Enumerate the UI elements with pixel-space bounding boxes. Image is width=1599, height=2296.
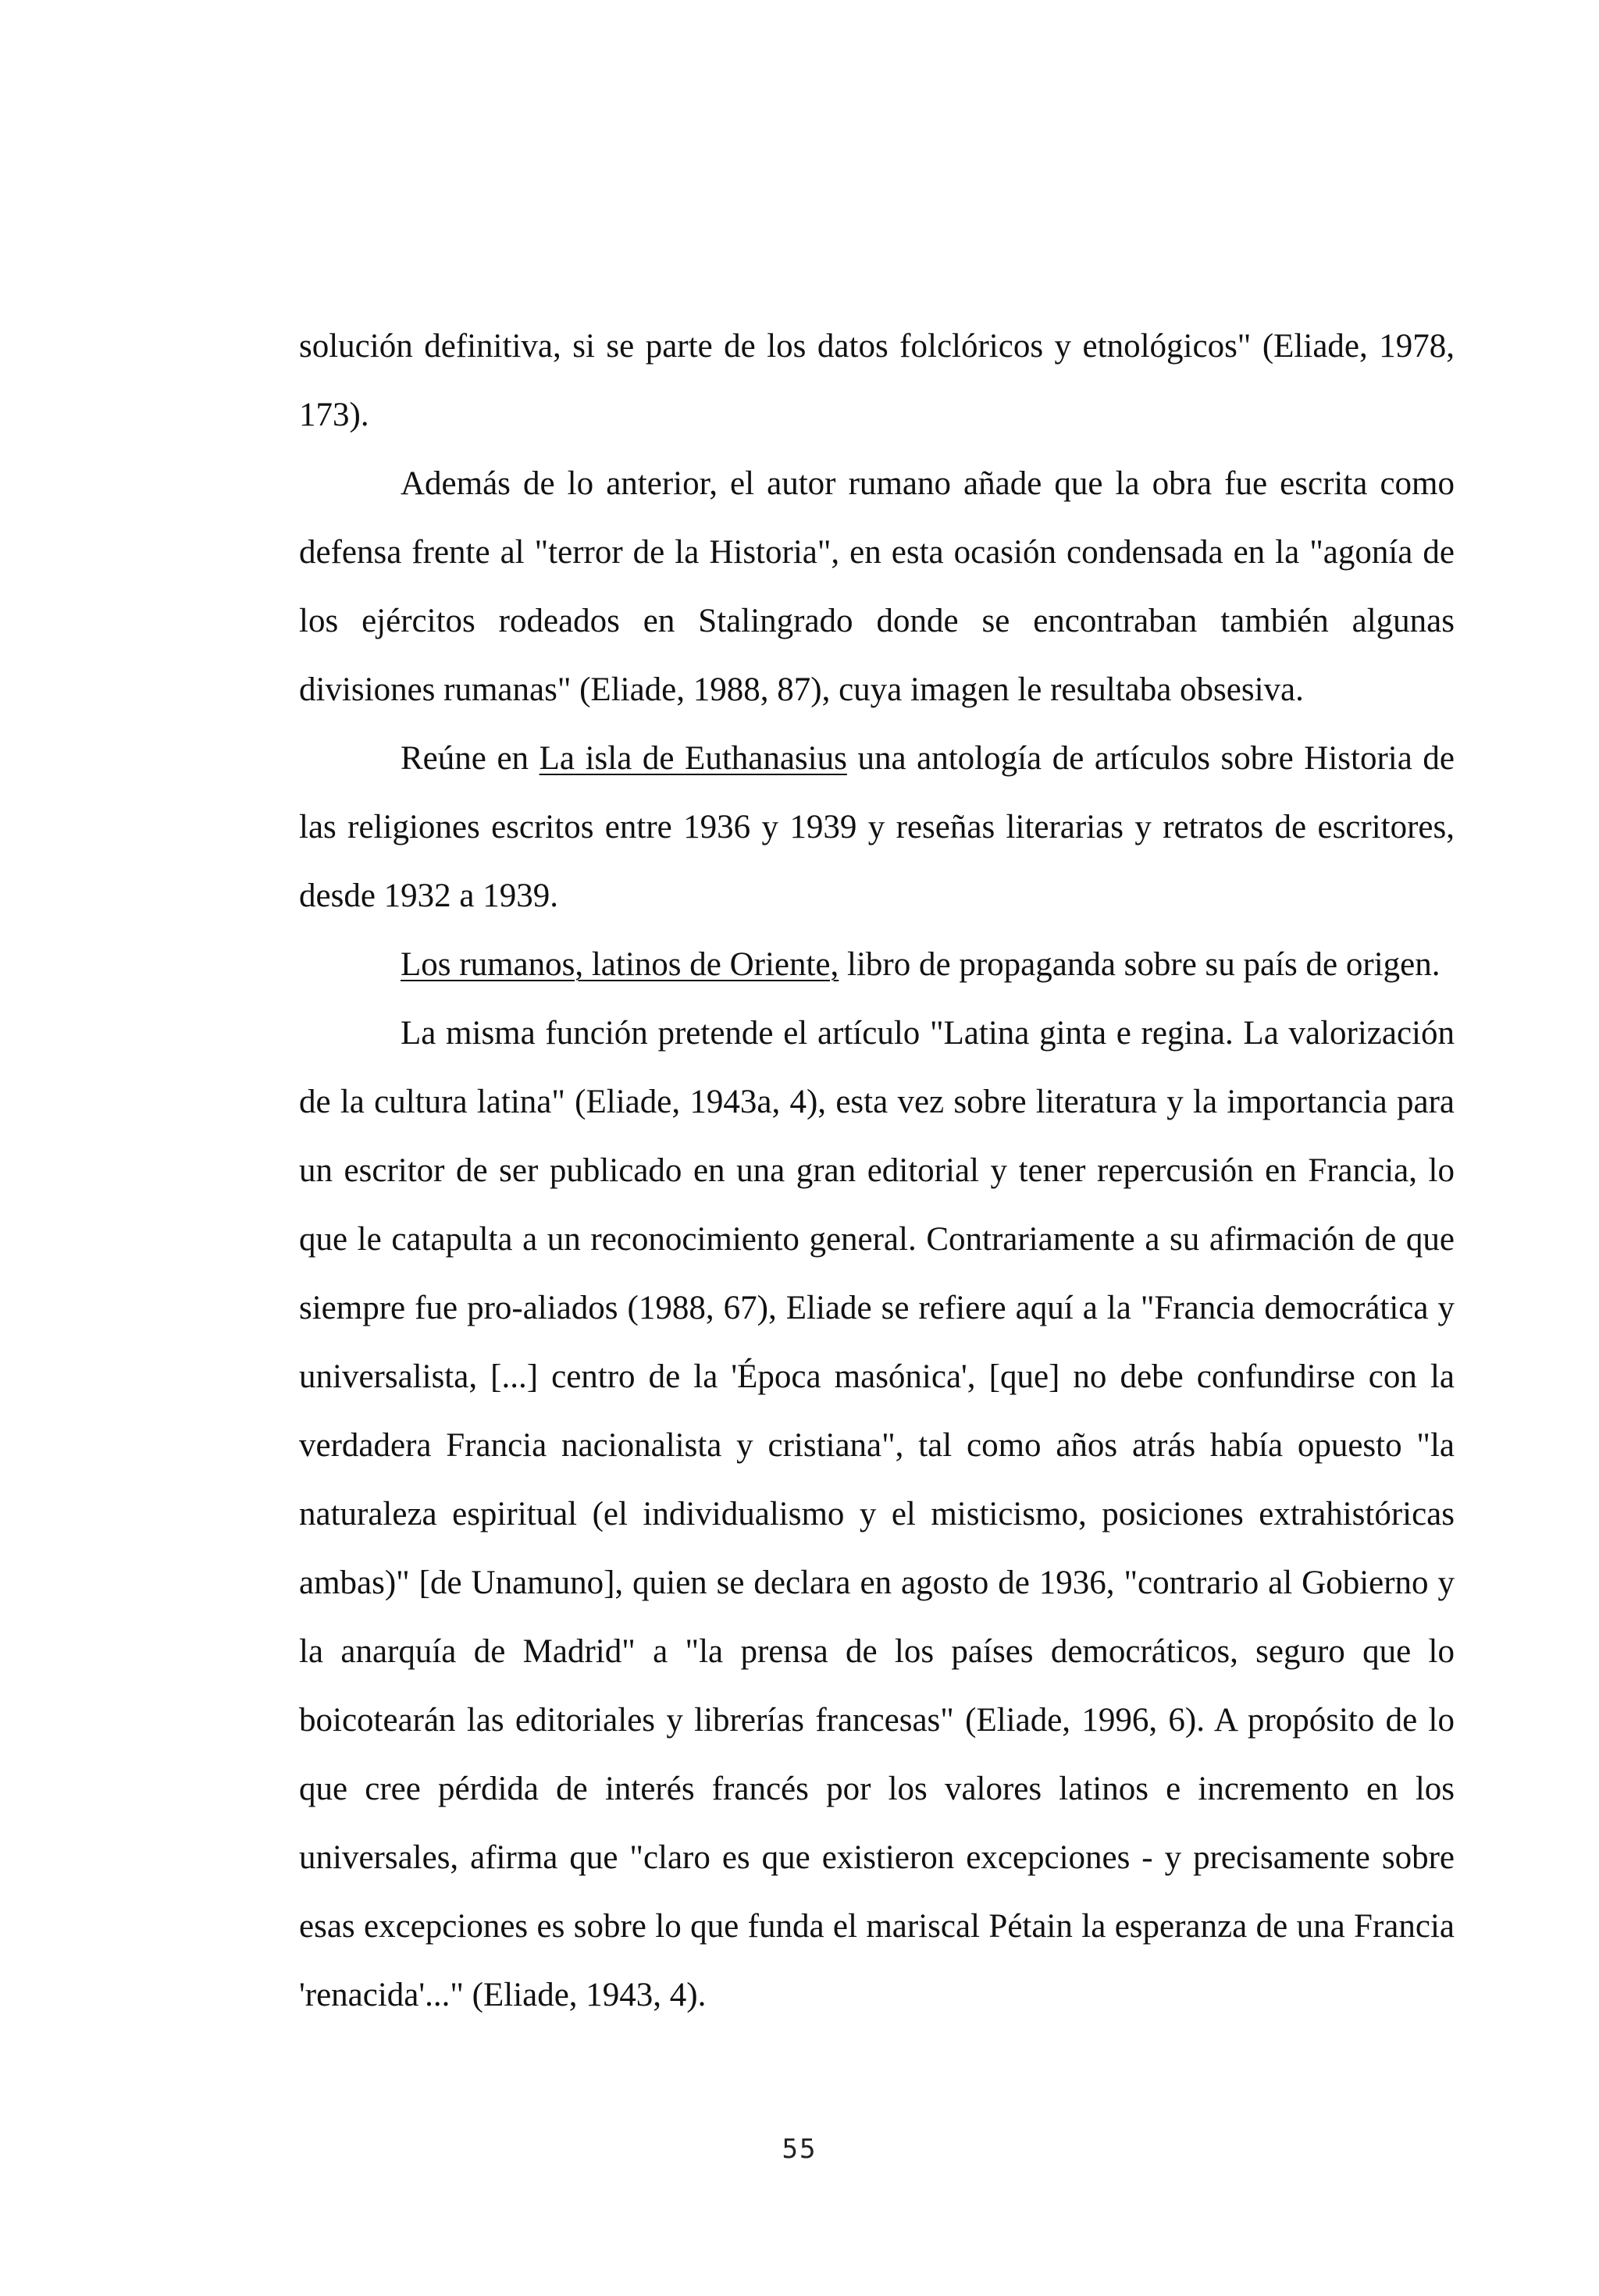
paragraph-continuation [299, 312, 1455, 450]
book-title-los-rumanos: Los rumanos, latinos de Oriente, [401, 946, 839, 983]
paragraph-text: Además de lo anterior, el autor rumano añade que la obra fue escrita como defensa frente al "terror de la Historia", en esta ocasión condensada en la "agonía de los ejércitos rodeados en Stalingrado donde se encontraban también algunas divisiones rumanas" (Eliade, 1988, 87), cuya imagen le resultaba obsesiva. [299, 465, 1455, 708]
body-text [299, 312, 1455, 2030]
paragraph-los-rumanos [299, 931, 1455, 999]
paragraph-eliade-defense [299, 450, 1455, 724]
paragraph-text: solución definitiva, si se parte de los datos folclóricos y etnológicos" (Eliade, 1978, 173). [299, 328, 1455, 433]
paragraph-text: Reúne en [401, 740, 540, 777]
page-number: 55 [782, 2134, 817, 2165]
paragraph-text: La misma función pretende el artículo "Latina ginta e regina. La valorización de la cultura latina" (Eliade, 1943a, 4), esta vez sobre literatura y la importancia para un escritor de ser publicado en una gran editorial y tener repercusión en Francia, lo que le catapulta a un reconocimiento general. Contrariamente a su afirmación de que siempre fue pro-aliados (1988, 67), Eliade se refiere aquí a la "Francia democrática y universalista, [...] centro de la 'Época masónica', [que] no debe confundirse con la verdadera Francia nacionalista y cristiana", tal como años atrás había opuesto "la naturaleza espiritual (el individualismo y el misticismo, posiciones extrahistóricas ambas)" [de Unamuno], quien se declara en agosto de 1936, "contrario al Gobierno y la anarquía de Madrid" a "la prensa de los países democráticos, seguro que lo boicotearán las editoriales y librerías francesas" (Eliade, 1996, 6). A propósito de lo que cree pérdida de interés francés por los valores latinos e incremento en los universales, afirma que "claro es que existieron excepciones - y precisamente sobre esas excepciones es sobre lo que funda el mariscal Pétain la esperanza de una Francia 'renacida'..." (Eliade, 1943, 4). [299, 1015, 1455, 2013]
paragraph-euthanasius [299, 724, 1455, 931]
paragraph-text: libro de propaganda sobre su país de origen. [839, 946, 1441, 983]
paragraph-text: una antología de artículos sobre Historia de las religiones escritos entre 1936 y 1939 y reseñas literarias y retratos de escritores, desde 1932 a 1939. [299, 740, 1455, 914]
paragraph-latina-ginta [299, 999, 1455, 2030]
book-title-la-isla-de-euthanasius: La isla de Euthanasius [539, 740, 847, 777]
